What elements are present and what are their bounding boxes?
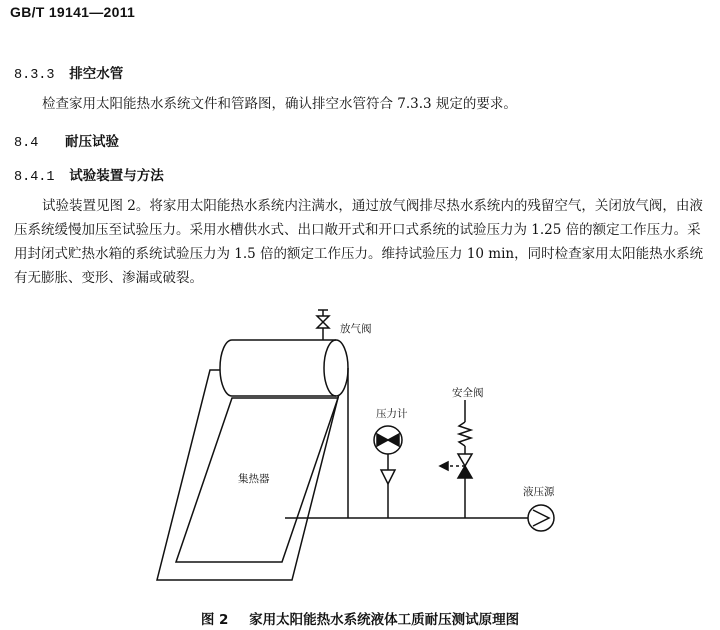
heading-number: 8.3.3 [14,68,55,83]
hydraulic-source-label: 液压源 [523,486,555,498]
paragraph-8-4-1 [14,194,708,290]
heading-8-3-3 [14,62,123,83]
heading-8-4 [14,130,119,151]
schematic-diagram [0,300,720,600]
figure-caption [0,608,720,628]
safety-valve-label: 安全阀 [452,387,484,399]
storage-tank [220,340,348,396]
heading-8-4-1 [14,164,164,185]
standard-number: GB/T 19141—2011 [10,4,136,20]
paragraph-8-3-3 [14,92,708,116]
collector-label: 集热器 [238,473,270,485]
pressure-gauge-icon [374,426,402,484]
figure-2 [0,300,720,600]
heading-title: 试验装置与方法 [69,168,164,184]
pressure-gauge-label: 压力计 [376,408,408,420]
hydraulic-source-icon [528,505,554,531]
vent-valve-label: 放气阀 [340,323,372,335]
vent-valve-icon [317,310,329,328]
paragraph-text: 试验装置见图 2。将家用太阳能热水系统内注满水，通过放气阀排尽热水系统内的残留空气，关闭放气阀，由液压系统缓慢加压至试验压力。采用水槽供水式、出口敞开式和开口式系统的试验压力为 1.25 倍的额定工作压力。采用封闭式贮热水箱的系统试验压力为 1.5 倍的额定工作压力。维持试验压力 10 min，同时检查家用太阳能热水系统有无膨胀、变形、渗漏或破裂。 [14,198,704,286]
figure-title: 家用太阳能热水系统液体工质耐压测试原理图 [249,612,520,628]
paragraph-text: 检查家用太阳能热水系统文件和管路图，确认排空水管符合 7.3.3 规定的要求。 [42,96,517,112]
safety-valve-icon [440,400,472,478]
figure-number: 图 2 [200,612,229,628]
heading-title: 排空水管 [69,66,124,82]
heading-number: 8.4 [14,136,39,151]
heading-title: 耐压试验 [65,134,120,150]
heading-number: 8.4.1 [14,170,55,185]
